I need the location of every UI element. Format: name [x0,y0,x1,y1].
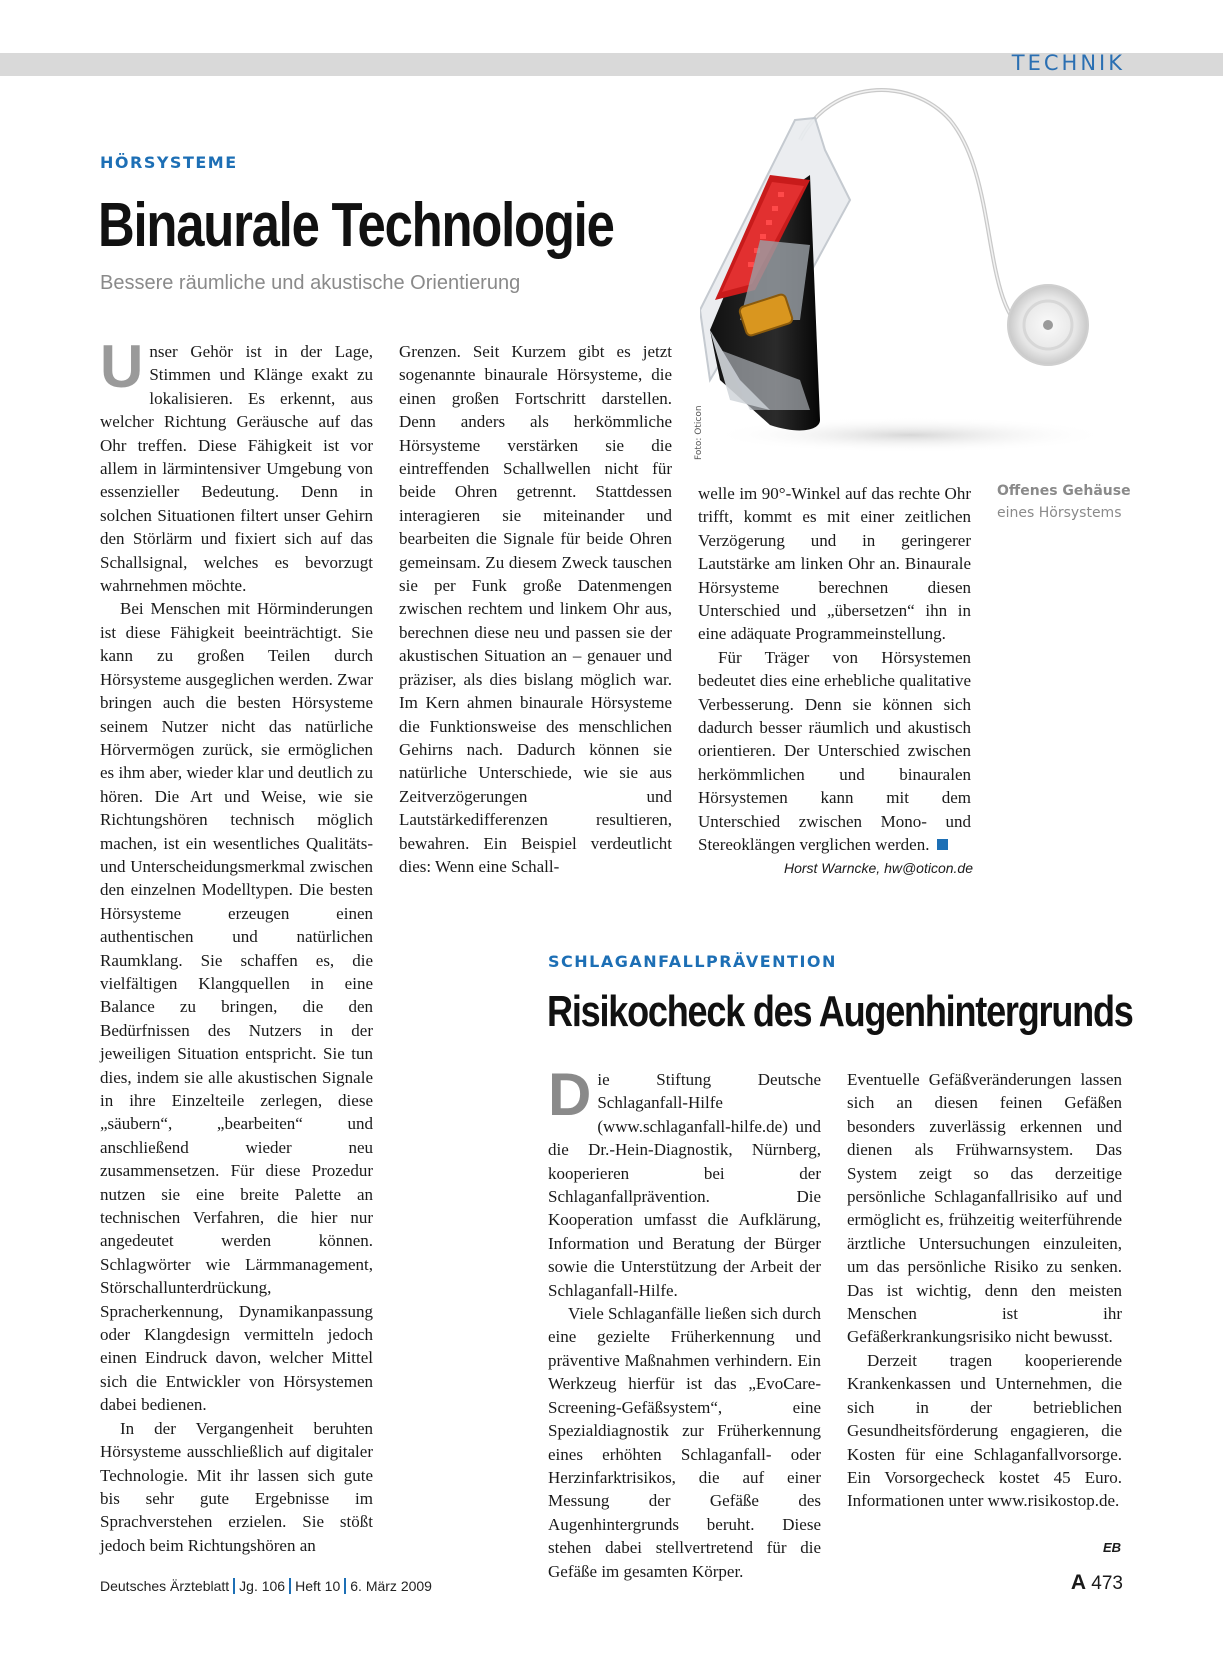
footer-separator [233,1578,235,1594]
footer-date: 6. März 2009 [350,1578,432,1594]
article1-subtitle: Bessere räumliche und akustische Orientierung [100,272,521,294]
article1-col1-paragraph-3: In der Vergangenheit beruhten Hörsysteme ausschließlich auf digitaler Technologie. Mit ihr lassen sich gute bis sehr gute Ergebnisse im Sprachverstehen erzielen. Sie stößt jedoch beim Richtungshören an [100,1418,373,1555]
footer-citation [100,1578,432,1594]
footer-issue: Heft 10 [295,1578,341,1594]
article1-title: Binaurale Technologie [98,191,614,260]
article2-dropcap: D [548,1061,592,1128]
article2-column-1 [548,1061,821,1583]
article1-col3-paragraph-2: Für Träger von Hörsystemen bedeutet dies eine erhebliche qualitative Verbesserung. Denn sie können sich dadurch besser räumlich und akustisch orientieren. Der Unterschied zwischen herkömmlichen und binauralen Hörsystemen kann mit dem Unterschied zwischen Mono- und Stereoklängen verglichen werden. [698,647,971,855]
article1-column-2 [399,340,672,878]
article2-title: Risikocheck des Augenhintergrunds [547,987,1133,1036]
hearing-aid-photo [700,80,1180,480]
footer-separator [289,1578,291,1594]
photo-credit: Foto: Oticon [694,405,704,460]
article2-col2-paragraph-1: Eventuelle Gefäßveränderungen lassen sich an diesen feinen Gefäßen besonders zuverlässig erkennen und dienen als Frühwarnsystem. Das System zeigt so das derzeitige persönliche Schlaganfallrisiko auf und ermöglicht es, frühzeitig weiterführende ärztliche Untersuchungen einzuleiten, um das persönliche Risiko zu senken. Das ist wichtig, denn den meisten Menschen ist ihr Gefäßerkrankungsrisiko nicht bewusst. [847,1070,1122,1347]
article1-column-3 [698,482,971,857]
end-mark-icon [937,839,948,850]
article1-col2-paragraph-1: Grenzen. Seit Kurzem gibt es jetzt sogenannte binaurale Hörsysteme, die einen großen Fortschritt darstellen. Denn anders als herkömmliche Hörsysteme verstärken sie die eintreffenden Schallwellen nicht für beide Ohren getrennt. Stattdessen interagieren sie miteinander und bearbeiten die Signale für beide Ohren gemeinsam. Zu diesem Zweck tauschen sie per Funk große Datenmengen zwischen rechtem und linkem Ohr aus, berechnen diese neu und passen sie der akustischen Situation an – genauer und präziser, als dies bislang möglich war. Im Kern ahmen binaurale Hörsysteme die Funktionsweise des menschlichen Gehirns nach. Dadurch können sie natürliche Unterschiede, wie sie aus Zeitverzögerungen und Lautstärkedifferenzen resultieren, bewahren. Ein Beispiel verdeutlicht dies: Wenn eine Schall- [399,342,672,876]
article1-author: Horst Warncke, hw@oticon.de [783,860,973,876]
article1-col1-paragraph-1: nser Gehör ist in der Lage, Stimmen und Klänge exakt zu lokalisieren. Es erkennt, aus welcher Richtung Geräusche auf das Ohr treffen. Diese Fähigkeit ist vor allem in lärmintensiver Umgebung von essenzieller Bedeutung. Denn in solchen Situationen filtert unser Gehirn den Störlärm und fixiert sich auf das Schallsignal, welches es bevorzugt wahrnehmen möchte. [100,342,373,596]
article1-col1-paragraph-2: Bei Menschen mit Hörminderungen ist diese Fähigkeit beeinträchtigt. Sie kann zu großen Teilen durch Hörsysteme ausgeglichen werden. Zwar bringen auch die besten Hörsysteme seinem Nutzer nicht das natürliche Hörvermögen zurück, sie ermöglichen es ihm aber, wieder klar und deutlich zu hören. Die Art und Weise, wie sie Richtungshören technisch möglich machen, ist ein wesentliches Qualitäts- und Unterscheidungsmerkmal zwischen den einzelnen Modelltypen. Die besten Hörsysteme erzeugen einen authentischen und natürlichen Raumklang. Sie schaffen es, die vielfältigen Klangquellen in eine Balance zu bringen, die den Bedürfnissen des Nutzers in der jeweiligen Situation entspricht. Sie tun dies, indem sie alle akustischen Signale in ihre Einzelteile zerlegen, diese „säubern“, „bearbeiten“ und anschließend wieder neu zusammensetzen. Für diese Prozedur nutzen sie eine breite Palette an technischen Verfahren, die hier nur angedeutet werden können. Schlagwörter wie Lärmmanagement, Störschallunterdrückung, Spracherkennung, Dynamikanpassung oder Klangdesign vermitteln jedoch einen Eindruck davon, welcher Mittel sich die Entwickler von Hörsystemen dabei bedienen. [100,599,373,1415]
article2-col2-paragraph-2: Derzeit tragen kooperierende Krankenkassen und Unternehmen, die sich in der betrieblichen Gesundheitsförderung engagieren, die Kosten für eine Schlaganfallvorsorge. Ein Vorsorgecheck kostet 45 Euro. Informationen unter www.risikostop.de. [847,1350,1122,1511]
article1-col3-paragraph-1: welle im 90°-Winkel auf das rechte Ohr trifft, kommt es mit einer zeitlichen Verzögerung und in geringerer Lautstärke am linken Ohr an. Binaurale Hörsysteme berechnen diesen Unterschied und „übersetzen“ ihn in eine adäquate Programmeinstellung. [698,484,971,644]
article1-dropcap: U [100,333,144,400]
article2-col1-paragraph-1: ie Stiftung Deutsche Schlaganfall-Hilfe (www.schlaganfall-hilfe.de) und die Dr.-Hein-Diagnostik, Nürnberg, kooperieren bei der Schlaganfallprävention. Die Kooperation umfasst die Aufklärung, Information und Beratung der Bürger sowie die Unterstützung der Arbeit der Schlaganfall-Hilfe. [548,1070,821,1300]
article2-column-2 [847,1068,1122,1513]
footer-journal: Deutsches Ärzteblatt [100,1578,230,1594]
page-number-value: 473 [1091,1573,1123,1594]
footer-separator [344,1578,346,1594]
footer-volume: Jg. 106 [239,1578,286,1594]
caption-text: eines Hörsystems [997,505,1122,521]
article2-kicker: SCHLAGANFALLPRÄVENTION [548,952,837,971]
article2-col1-paragraph-2: Viele Schlaganfälle ließen sich durch eine gezielte Früherkennung und präventive Maßnahmen verhindern. Ein Werkzeug hierfür ist das „EvoCare-Screening-Gefäßsystem“, eine Spezialdiagnostik zur Früherkennung eines erhöhten Schlaganfall- oder Herzinfarktrisikos, die auf einer Messung der Gefäße des Augenhintergrunds beruht. Diese stehen dabei stellvertretend für die Gefäße im gesamten Körper. [548,1304,821,1581]
article2-initials: EB [1102,1540,1121,1555]
caption-title: Offenes Gehäuse [997,483,1131,499]
page-prefix: A [1070,1571,1087,1594]
section-label: TECHNIK [1011,51,1125,75]
article1-column-1 [100,333,373,1557]
article1-kicker: HÖRSYSTEME [100,153,238,172]
page-number [1071,1571,1123,1595]
